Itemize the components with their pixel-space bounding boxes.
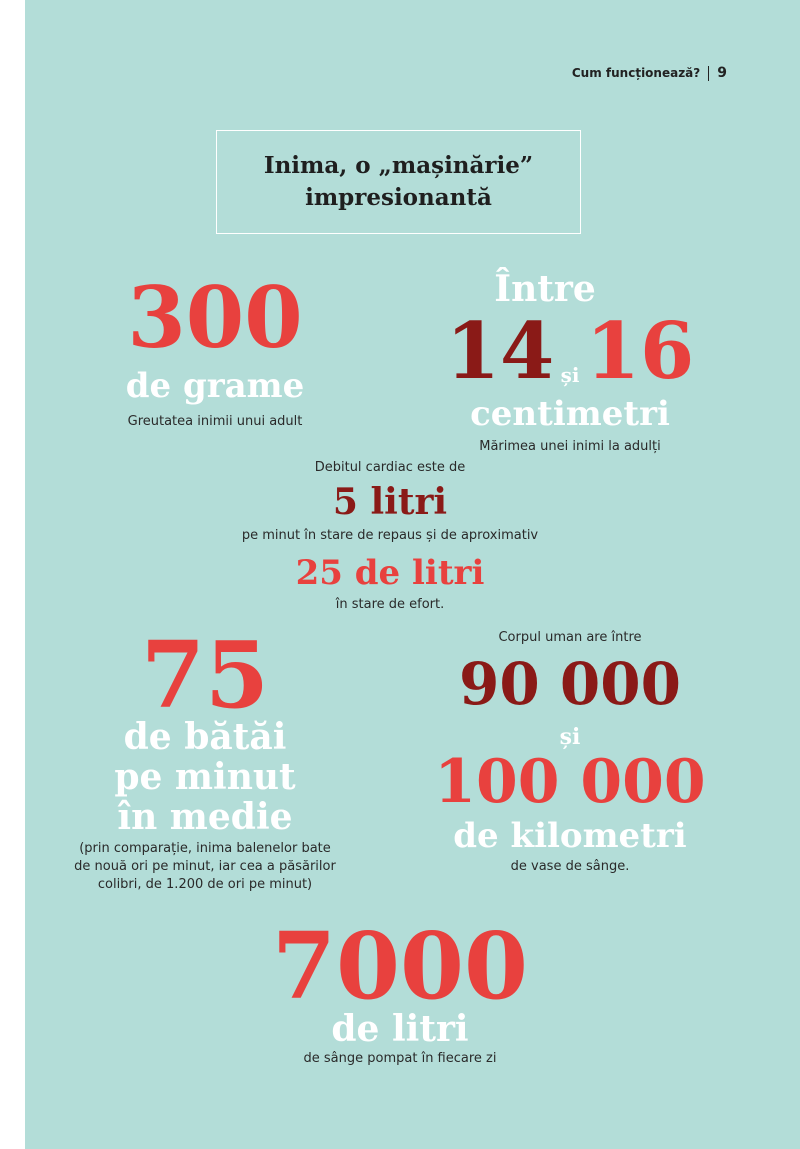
weight-unit: de grame <box>125 366 305 406</box>
beats-line-3: în medie <box>117 796 293 838</box>
output-rest-text: pe minut în stare de repaus și de aproximativ <box>241 528 539 543</box>
vessels-from: 90 000 <box>459 650 681 718</box>
weight-value: 300 <box>127 268 303 367</box>
title-line-2: impresionantă <box>305 184 492 211</box>
size-unit: centimetri <box>470 394 670 434</box>
beats-line-2: pe minut <box>114 756 296 798</box>
vessels-and: și <box>559 724 581 750</box>
beats-value: 75 <box>140 621 270 729</box>
page-header <box>572 65 727 81</box>
size-and: și <box>560 363 580 387</box>
size-to: 16 <box>585 306 695 397</box>
section-title: Cum funcționează? <box>571 66 701 80</box>
output-rest-value: 5 litri <box>332 481 448 523</box>
beats-note-2: de nouă ori pe minut, iar cea a păsărilor <box>74 859 336 874</box>
output-intro: Debitul cardiac este de <box>314 460 466 475</box>
header-divider <box>708 66 709 81</box>
vessels-unit: de kilometri <box>453 816 687 856</box>
title-box <box>216 130 581 234</box>
size-caption: Mărimea unei inimi la adulți <box>479 439 661 454</box>
vessels-intro: Corpul uman are între <box>498 630 642 645</box>
beats-line-1: de bătăi <box>123 716 287 758</box>
title-line-1: Inima, o „mașinărie” <box>263 152 534 179</box>
output-effort-text: în stare de efort. <box>335 597 445 612</box>
page-number: 9 <box>717 65 727 81</box>
size-intro: Între <box>494 268 596 310</box>
pumped-unit: de litri <box>331 1008 469 1050</box>
weight-caption: Greutatea inimii unui adult <box>127 414 303 429</box>
vessels-caption: de vase de sânge. <box>510 859 630 874</box>
vessels-to: 100 000 <box>434 747 706 817</box>
pumped-value: 7000 <box>271 912 529 1020</box>
pumped-caption: de sânge pompat în fiecare zi <box>303 1051 497 1066</box>
output-effort-value: 25 de litri <box>295 553 485 593</box>
size-from: 14 <box>445 306 555 397</box>
page <box>25 0 800 1149</box>
beats-note-1: (prin comparație, inima balenelor bate <box>79 841 331 856</box>
beats-note-3: colibri, de 1.200 de ori pe minut) <box>97 877 313 892</box>
